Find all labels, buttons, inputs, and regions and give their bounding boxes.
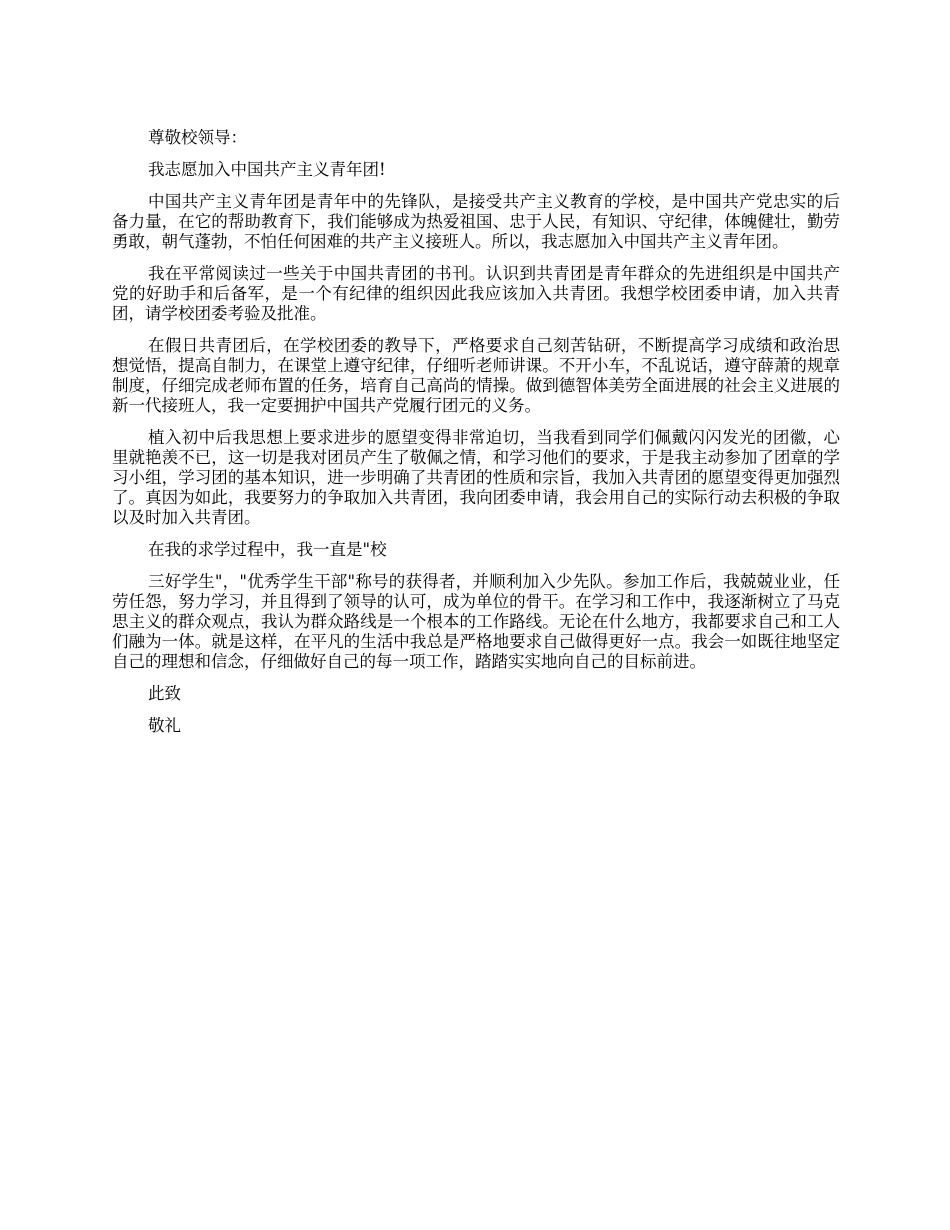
paragraph: 我在平常阅读过一些关于中国共青团的书刊。认识到共青团是青年群众的先进组织是中国共产党的好助手和后备军，是一个有纪律的组织因此我应该加入共青团。我想学校团委申请，加入共青团，请学校团委考验及批准。 xyxy=(112,264,840,323)
paragraph: 在假日共青团后，在学校团委的教导下，严格要求自己刻苦钻研，不断提高学习成绩和政治思想觉悟，提高自制力，在课堂上遵守纪律，仔细听老师讲课。不开小车，不乱说话，遵守薛萧的规章制度，仔细完成老师布置的任务，培育自己高尚的情操。做到德智体美劳全面进展的社会主义进展的新一代接班人，我一定要拥护中国共产党履行团元的义务。 xyxy=(112,336,840,415)
regards: 敬礼 xyxy=(148,716,181,735)
paragraph: 中国共产主义青年团是青年中的先锋队，是接受共产主义教育的学校，是中国共产党忠实的后备力量，在它的帮助教育下，我们能够成为热爱祖国、忠于人民，有知识、守纪律，体魄健壮，勤劳勇敢，朝气蓬勃，不怕任何困难的共产主义接班人。所以，我志愿加入中国共产主义青年团。 xyxy=(112,192,840,251)
paragraph: 植入初中后我思想上要求进步的愿望变得非常迫切，当我看到同学们佩戴闪闪发光的团徽，心里就艳羡不已，这一切是我对团员产生了敬佩之情，和学习他们的要求，于是我主动参加了团章的学习小组，学习团的基本知识，进一步明确了共青团的性质和宗旨，我加入共青团的愿望变得更加强烈了。真因为如此，我要努力的争取加入共青团，我向团委申请，我会用自己的实际行动去积极的争取以及时加入共青团。 xyxy=(112,428,840,527)
declaration: 我志愿加入中国共产主义青年团! xyxy=(148,160,386,179)
letter-body xyxy=(112,128,840,748)
closing: 此致 xyxy=(148,684,181,703)
salutation: 尊敬校领导： xyxy=(148,128,247,147)
paragraph: 在我的求学过程中，我一直是"校 xyxy=(148,540,387,559)
paragraph: 三好学生"，"优秀学生干部"称号的获得者，并顺利加入少先队。参加工作后，我兢兢业业，任劳任怨，努力学习，并且得到了领导的认可，成为单位的骨干。在学习和工作中，我逐渐树立了马克思主义的群众观点，我认为群众路线是一个根本的工作路线。无论在什么地方，我都要求自己和工人们融为一体。就是这样，在平凡的生活中我总是严格地要求自己做得更好一点。我会一如既往地坚定自己的理想和信念，仔细做好自己的每一项工作，踏踏实实地向自己的目标前进。 xyxy=(112,572,840,671)
